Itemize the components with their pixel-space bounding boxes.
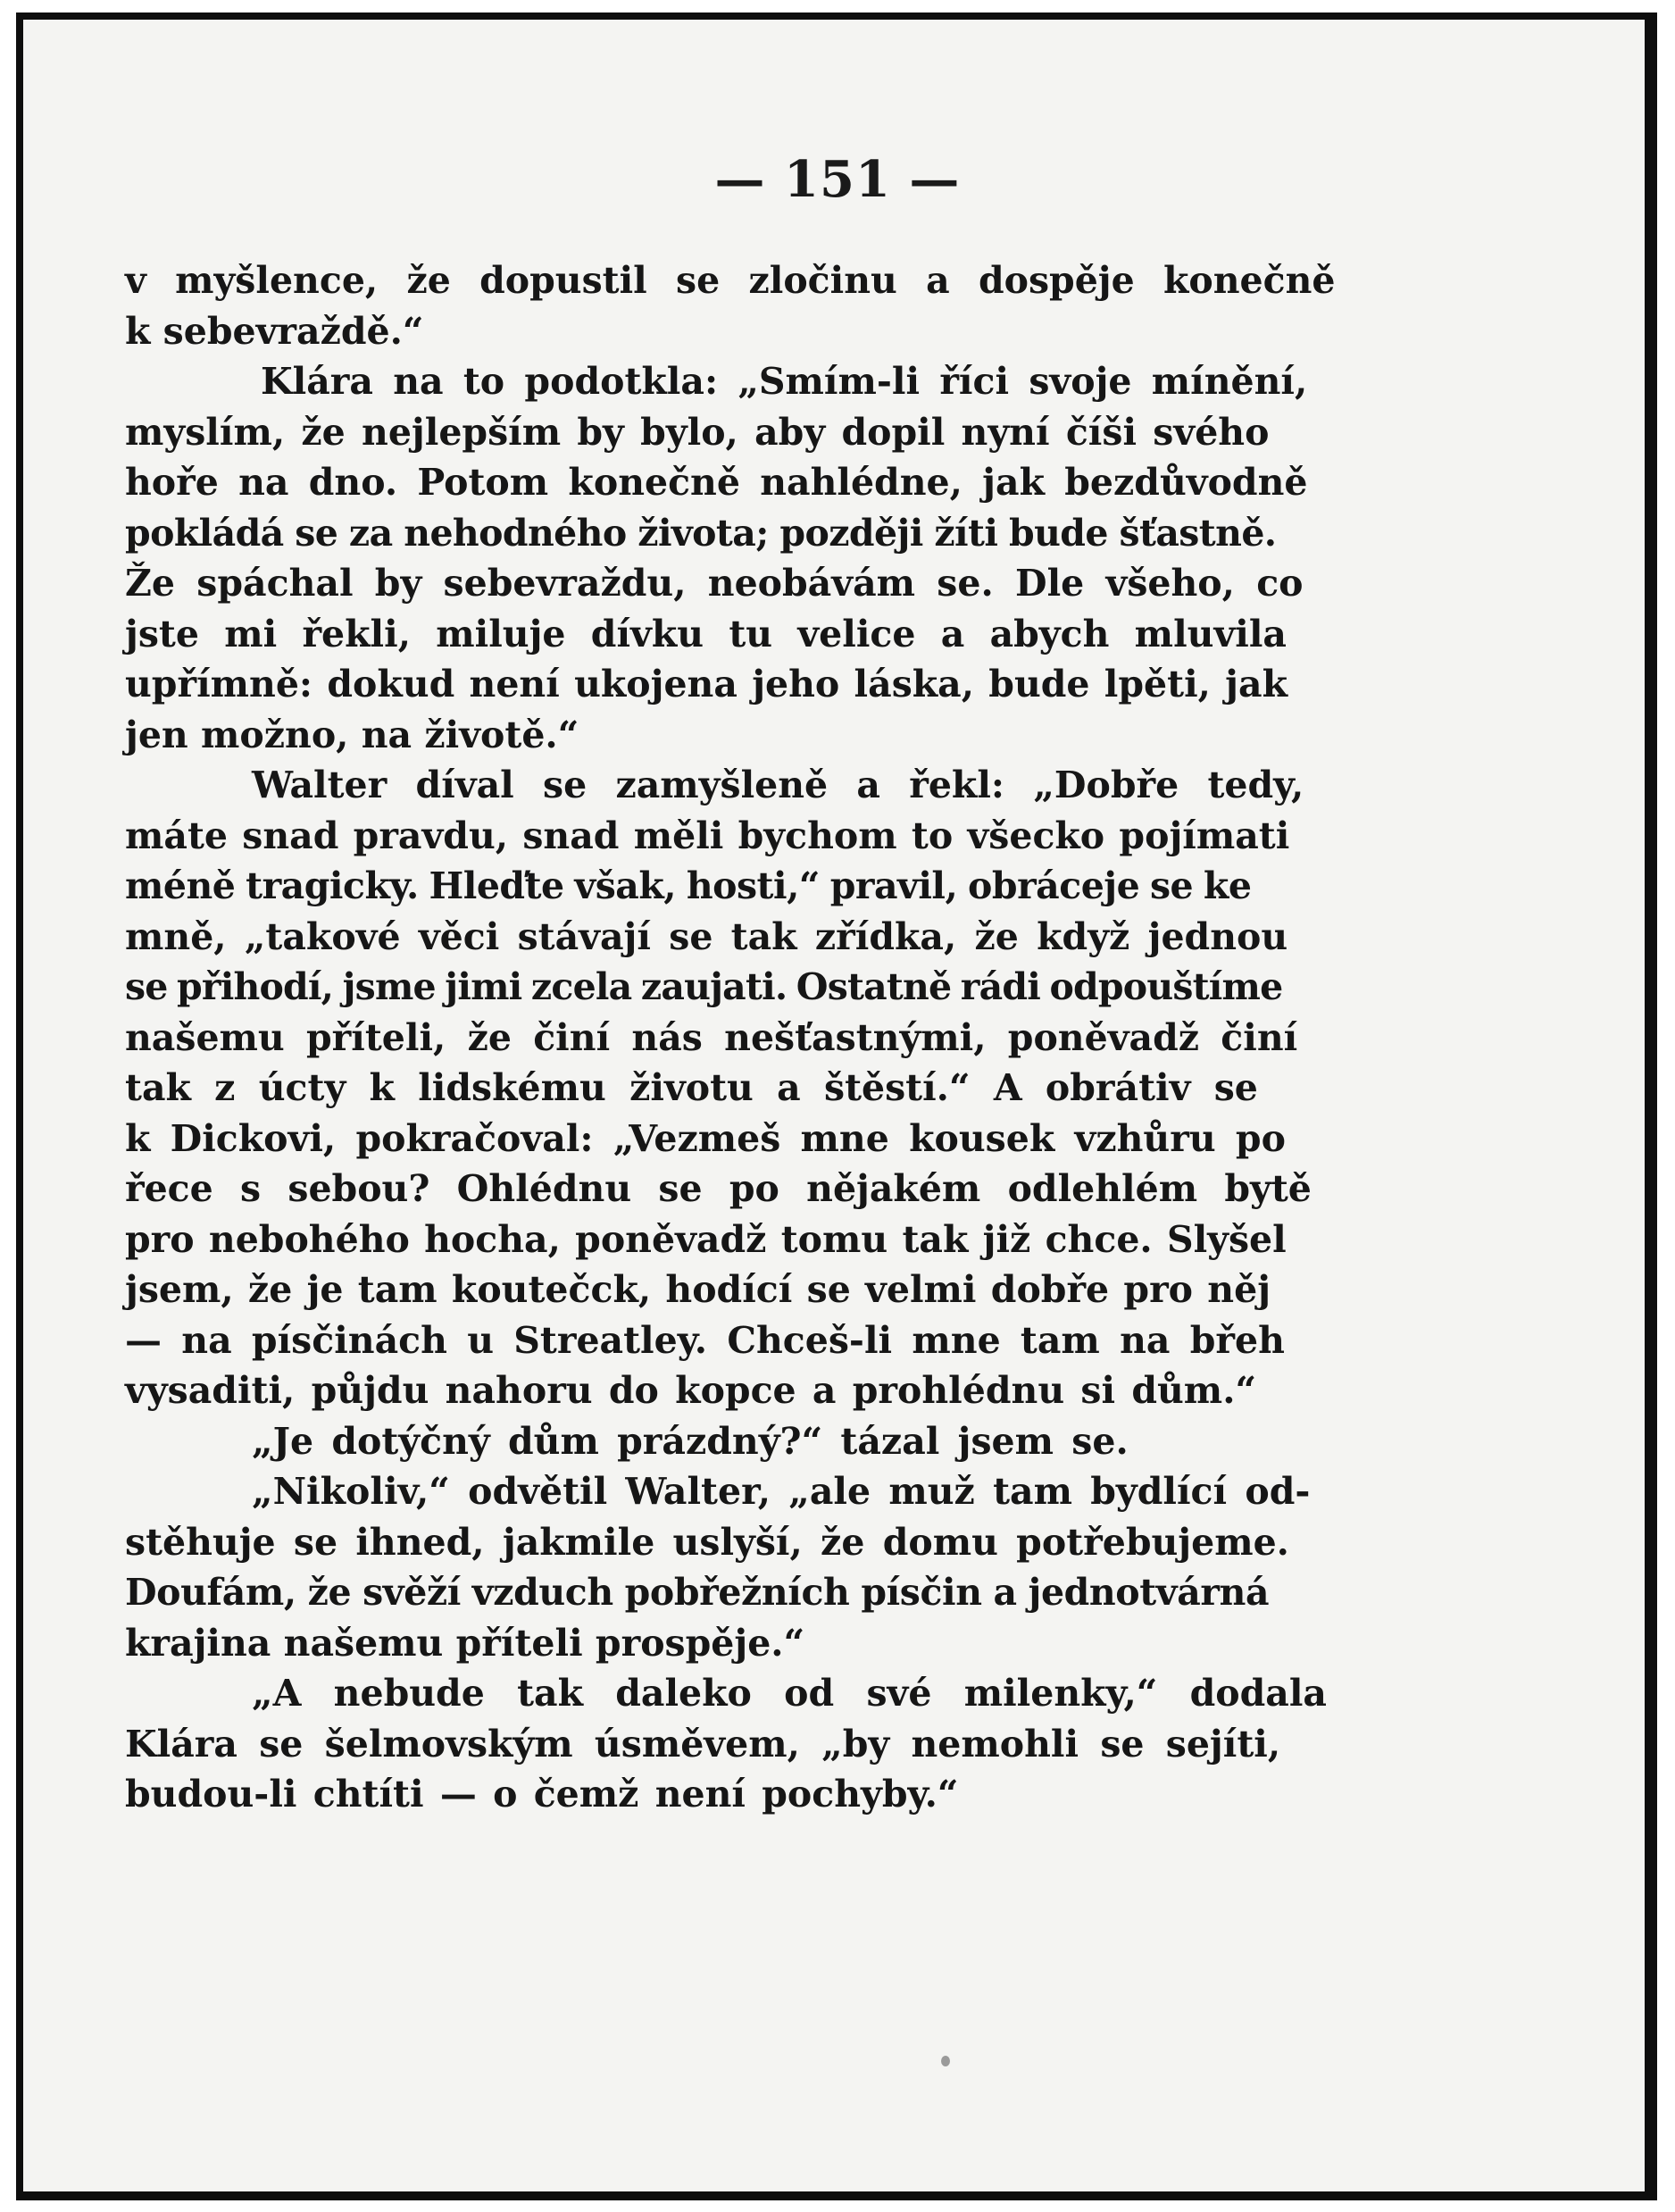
text-line: — na písčinách u Streatley. Chceš-li mne tam na břeh	[125, 1318, 1285, 1362]
text-line: myslím, že nejlepším by bylo, aby dopil nyní číši svého	[125, 410, 1270, 454]
text-line: Doufám, že svěží vzduch pobřežních písčin a jednotvárná	[125, 1571, 1270, 1614]
text-line: tak z úcty k lidskému životu a štěstí.“ A obrátiv se	[125, 1066, 1258, 1109]
text-line: k sebevraždě.“	[125, 309, 424, 353]
text-line: Walter díval se zamyšleně a řekl: „Dobře tedy,	[252, 764, 1304, 806]
text-line: krajina našemu příteli prospěje.“	[125, 1621, 805, 1665]
text-line: jsem, že je tam koutečck, hodící se velmi dobře pro něj	[125, 1268, 1271, 1311]
print-speck	[941, 2056, 950, 2066]
body-text	[125, 255, 1455, 1820]
text-line: mně, „takové věci stávají se tak zřídka, že když jednou	[125, 914, 1288, 958]
text-line: méně tragicky. Hleďte však, hosti,“ pravil, obráceje se ke	[125, 864, 1252, 907]
page-number: — 151 —	[714, 150, 961, 209]
text-line: řece s sebou? Ohlédnu se po nějakém odlehlém bytě	[125, 1167, 1312, 1210]
text-line: k Dickovi, pokračoval: „Vezmeš mne kousek vzhůru po	[125, 1116, 1286, 1160]
text-line: Klára na to podotkla: „Smím-li říci svoje mínění,	[261, 360, 1308, 403]
text-line: jen možno, na životě.“	[125, 713, 579, 756]
text-line: Klára se šelmovským úsměvem, „by nemohli se sejíti,	[125, 1722, 1281, 1765]
text-line: pokládá se za nehodného života; později žíti bude šťastně.	[125, 511, 1277, 555]
text-line: stěhuje se ihned, jakmile uslyší, že domu potřebujeme.	[125, 1520, 1289, 1564]
text-line: vysaditi, půjdu nahoru do kopce a prohlédnu si dům.“	[125, 1369, 1257, 1412]
text-line: v myšlence, že dopustil se zločinu a dospěje konečně	[125, 259, 1336, 302]
text-line: „A nebude tak daleko od své milenky,“ dodala	[252, 1672, 1327, 1715]
text-line: budou-li chtíti — o čemž není pochyby.“	[125, 1773, 959, 1816]
text-line: Že spáchal by sebevraždu, neobávám se. Dle všeho, co	[125, 562, 1304, 605]
text-line: jste mi řekli, miluje dívku tu velice a abych mluvila	[125, 612, 1287, 655]
text-line: „Nikoliv,“ odvětil Walter, „ale muž tam bydlící od-	[252, 1470, 1311, 1513]
text-line: „Je dotýčný dům prázdný?“ tázal jsem se.	[252, 1419, 1129, 1463]
text-line: máte snad pravdu, snad měli bychom to všecko pojímati	[125, 814, 1290, 857]
text-line: hoře na dno. Potom konečně nahlédne, jak bezdůvodně	[125, 461, 1308, 504]
text-line: upřímně: dokud není ukojena jeho láska, bude lpěti, jak	[125, 663, 1288, 705]
text-line: našemu příteli, že činí nás nešťastnými, poněvadž činí	[125, 1015, 1298, 1059]
text-line: se přihodí, jsme jimi zcela zaujati. Ostatně rádi odpouštíme	[125, 965, 1283, 1008]
text-line: pro nebohého hocha, poněvadž tomu tak již chce. Slyšel	[125, 1217, 1287, 1261]
